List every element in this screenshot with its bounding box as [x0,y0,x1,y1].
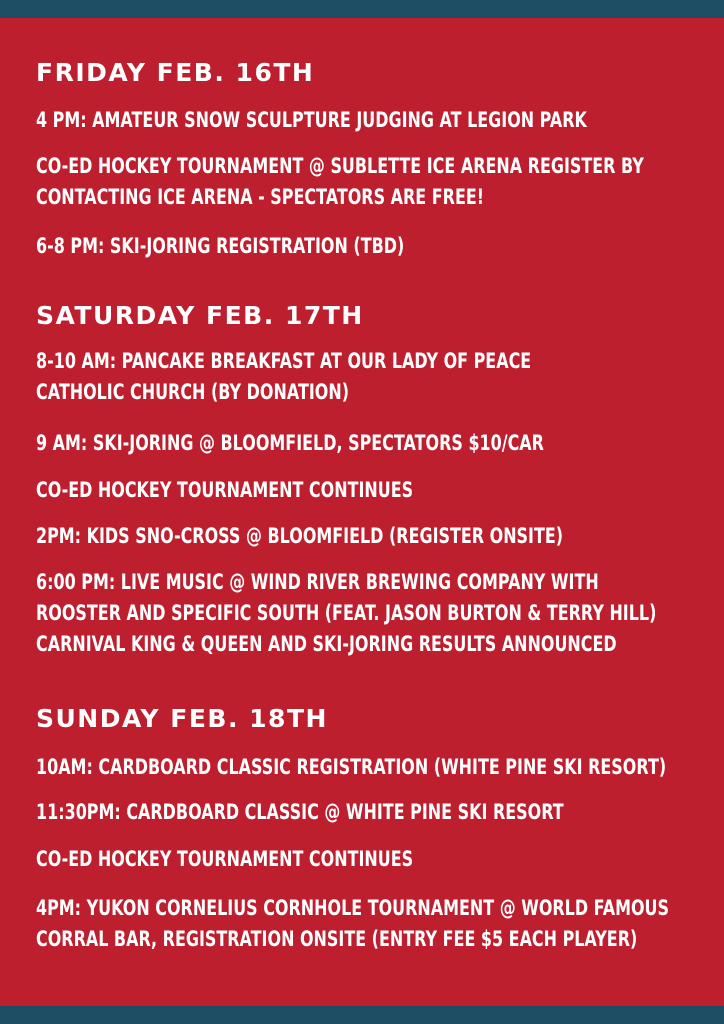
day-heading-sunday: SUNDAY FEB. 18TH [36,704,328,733]
top-band [0,0,724,18]
event-item [36,752,667,783]
event-line: 4 PM: AMATEUR SNOW SCULPTURE JUDGING AT LEGION PARK [36,108,587,132]
event-line: CARNIVAL KING & QUEEN AND SKI-JORING RESULTS ANNOUNCED [36,632,617,656]
event-item [36,475,547,506]
event-item [36,105,587,136]
event-line: 11:30PM: CARDBOARD CLASSIC @ WHITE PINE SKI RESORT [36,800,564,824]
event-item [36,567,657,660]
event-line: ROOSTER AND SPECIFIC SOUTH (FEAT. JASON BURTON & TERRY HILL) [36,601,657,625]
bottom-band [0,1006,724,1024]
event-line: CATHOLIC CHURCH (BY DONATION) [36,380,349,404]
event-line: CO-ED HOCKEY TOURNAMENT CONTINUES [36,847,414,871]
event-line: CO-ED HOCKEY TOURNAMENT CONTINUES [36,478,414,502]
event-item [36,231,547,262]
event-line: 2PM: KIDS SNO-CROSS @ BLOOMFIELD (REGISTER ONSITE) [36,524,564,548]
event-line: 10AM: CARDBOARD CLASSIC REGISTRATION (WHITE PINE SKI RESORT) [36,755,667,779]
event-item [36,346,547,408]
event-line: CO-ED HOCKEY TOURNAMENT @ SUBLETTE ICE ARENA REGISTER BY [36,154,644,178]
schedule-sheet [0,18,724,1006]
event-item [36,521,564,552]
event-line: 9 AM: SKI-JORING @ BLOOMFIELD, SPECTATORS $10/CAR [36,431,544,455]
day-heading-friday: FRIDAY FEB. 16TH [36,58,315,87]
event-line: 4PM: YUKON CORNELIUS CORNHOLE TOURNAMENT @ WORLD FAMOUS [36,896,669,920]
event-line: CONTACTING ICE ARENA - SPECTATORS ARE FREE! [36,185,485,209]
event-line: 6:00 PM: LIVE MUSIC @ WIND RIVER BREWING COMPANY WITH [36,570,599,594]
event-line: 6-8 PM: SKI-JORING REGISTRATION (TBD) [36,234,405,258]
event-line: 8-10 AM: PANCAKE BREAKFAST AT OUR LADY OF PEACE [36,349,532,373]
event-item [36,844,547,875]
event-item [36,428,547,459]
event-item [36,893,669,955]
event-item [36,797,564,828]
day-heading-saturday: SATURDAY FEB. 17TH [36,301,364,330]
event-item [36,151,644,213]
event-line: CORRAL BAR, REGISTRATION ONSITE (ENTRY FEE $5 EACH PLAYER) [36,927,638,951]
